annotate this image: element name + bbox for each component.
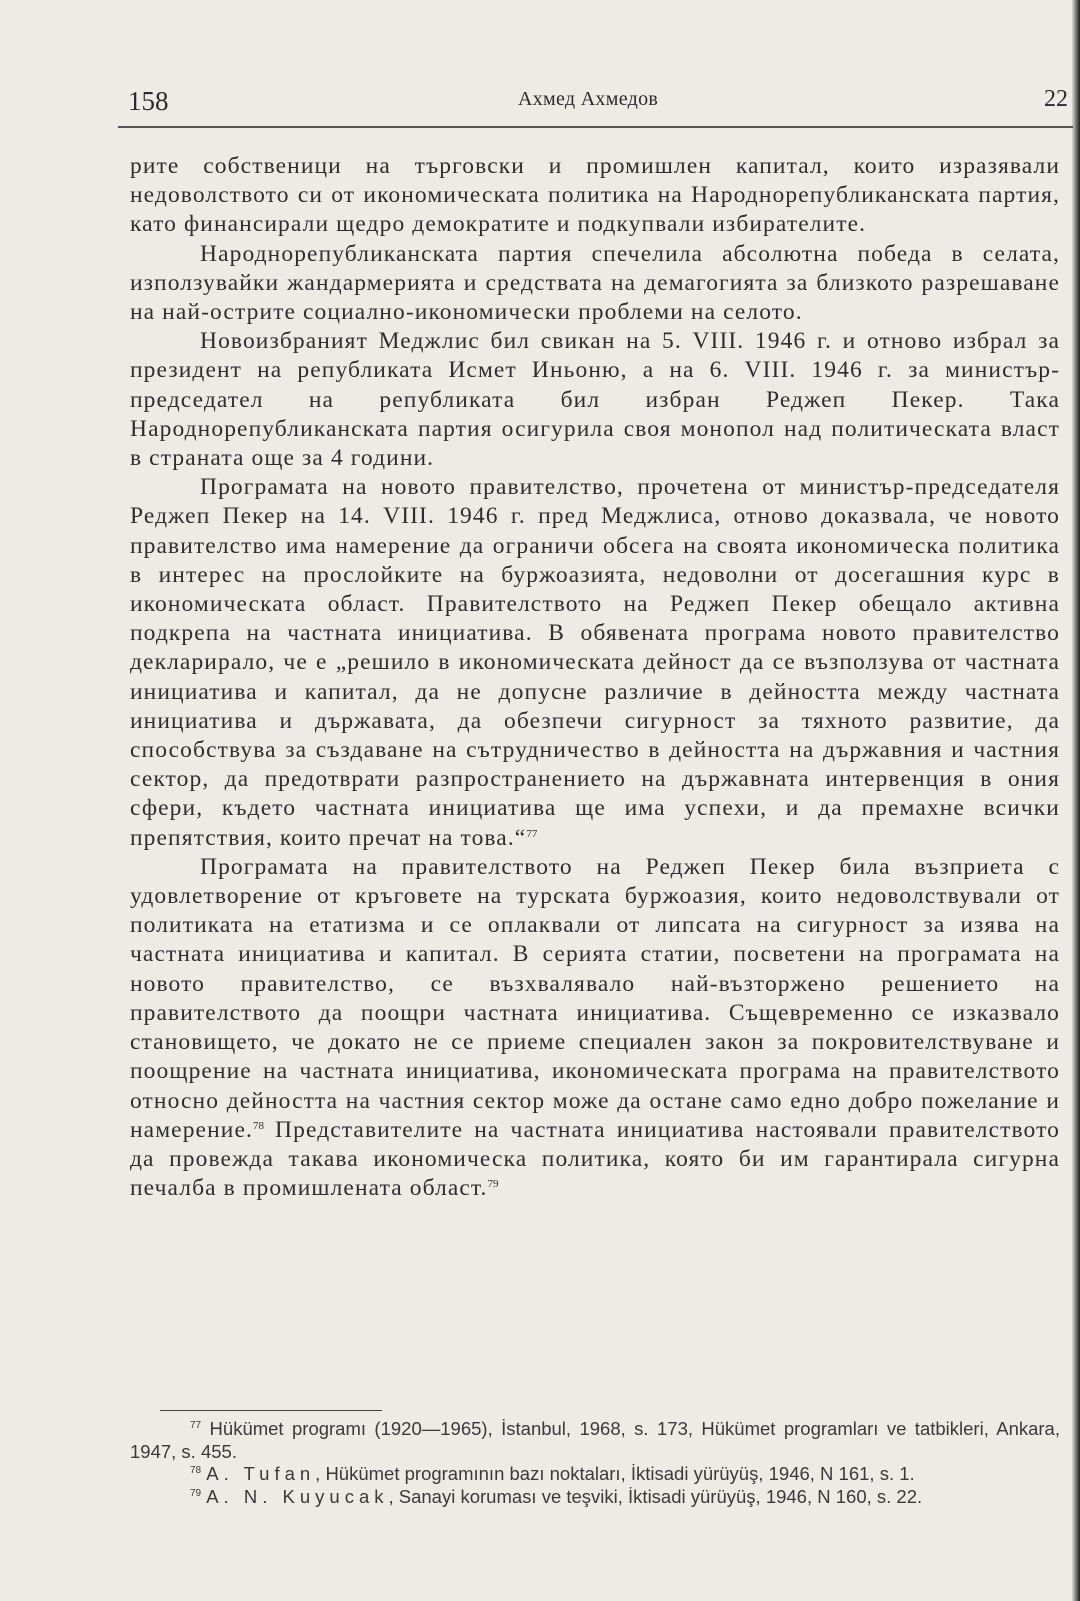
- footnote-text: Hükümet programı (1920—1965), İstanbul, 1968, s. 173, Hükümet programları ve tatbikleri, Ankara, 1947, s. 455.: [130, 1418, 1060, 1462]
- header-rule: [118, 126, 1073, 128]
- paragraph-4-text: Програмата на новото правителство, прочетена от министър-председателя Реджеп Пекер на 14. VIII. 1946 г. пред Меджлиса, отново доказвала, че новото правителство има намерение да ограничи обсега на своята икономическа политика в интерес на прослойките на буржоазията, недоволни от досегашния курс в икономическата област. Правителството на Реджеп Пекер обещало активна подкрепа на частната инициатива. В обявената програма новото правителство декларирало, че е „решило в икономическата дейност да се възползува от частната инициатива и капитал, да не допусне различие в дейността между частната инициатива и държавата, да обезпечи сигурност за тяхното развитие, да способствува за създаване на сътрудничество в дейността на държавния и частния сектор, да предотврати разпространението на държавната интервенция в ония сфери, където частната инициатива ще има успехи, и да премахне всички препятствия, които пречат на това.“: [130, 474, 1060, 851]
- paragraph: [130, 327, 1060, 473]
- footnote-text: , Sanayi koruması ve teşviki, İktisadi yürüyüş, 1946, N 160, s. 22.: [388, 1485, 923, 1507]
- page-number: 158: [128, 86, 169, 116]
- main-text: [130, 152, 1060, 1203]
- paragraph-continuation: [130, 152, 1060, 240]
- paragraph: [130, 473, 1060, 853]
- paragraph-1-text: рите собственици на търговски и промишлен капитал, които изразявали недоволството си от икономическата политика на Народнорепубликанската партия, като финансирали щедро демократите и подкупвали избирателите.: [130, 153, 1060, 238]
- footnote-ref-78: 78: [252, 1119, 264, 1132]
- footnote-author: A. N. Kuyucak: [206, 1485, 389, 1507]
- footnote-author: A. Tufan: [206, 1463, 316, 1484]
- paragraph-5-text-a: Програмата на правителството на Реджеп Пекер била възприета с удовлетворение от кръговете на турската буржоазия, които недоволствували от политиката на етатизма и се оплаквали от липсата на сигурност за изява на частната инициатива и капитал. В серията статии, посветени на програмата на новото правителство, се възхвалявало най-възторжено решението на правителството да поощри частната инициатива. Същевременно се изказвало становището, че докато не се приеме специален закон за покровителствуване и поощрение на частната инициатива, икономическата програма на правителството относно дейността на частния сектор може да остане само едно добро пожелание и намерение.: [130, 853, 1060, 1143]
- paragraph-3-text: Новоизбраният Меджлис бил свикан на 5. VIII. 1946 г. и отново избрал за президент на републиката Исмет Иньоню, а на 6. VIII. 1946 г. за министър-председател на републиката бил избран Реджеп Пекер. Така Народнорепубликанската партия осигурила своя монопол над политическата власт в страната още за 4 години.: [130, 328, 1060, 472]
- footnote-78: [130, 1463, 1060, 1486]
- page-header: [128, 80, 1068, 124]
- paragraph-2-text: Народнорепубликанската партия спечелила абсолютна победа в селата, използувайки жандармерията и средствата на демагогията за близкото разрешаване на най-острите социално-икономически проблеми на селото.: [130, 240, 1060, 326]
- footnote-79: [130, 1486, 1060, 1509]
- running-head: Ахмед Ахмедов: [518, 88, 659, 110]
- paragraph: [130, 853, 1060, 1203]
- adjacent-page-number: 22: [1044, 86, 1068, 112]
- footnote-text: , Hükümet programının bazı noktaları, İktisadi yürüyüş, 1946, N 161, s. 1.: [315, 1463, 915, 1484]
- footnote-rule: [160, 1410, 382, 1411]
- paragraph-5-text-b: Представителите на частната инициатива настоявали правителството да провежда такава икономическа политика, която би им гарантирала сигурна печалба в промишлената област.: [130, 1116, 1060, 1202]
- footnotes: [130, 1418, 1060, 1508]
- footnote-ref-77: 77: [526, 827, 538, 840]
- footnote-number: 77: [190, 1420, 202, 1431]
- footnote-number: 79: [190, 1487, 202, 1499]
- footnote-number: 78: [190, 1465, 202, 1476]
- footnote-77: [130, 1418, 1060, 1463]
- paragraph: [130, 240, 1060, 328]
- page-edge-shadow: [1072, 0, 1080, 1601]
- footnote-ref-79: 79: [487, 1178, 499, 1191]
